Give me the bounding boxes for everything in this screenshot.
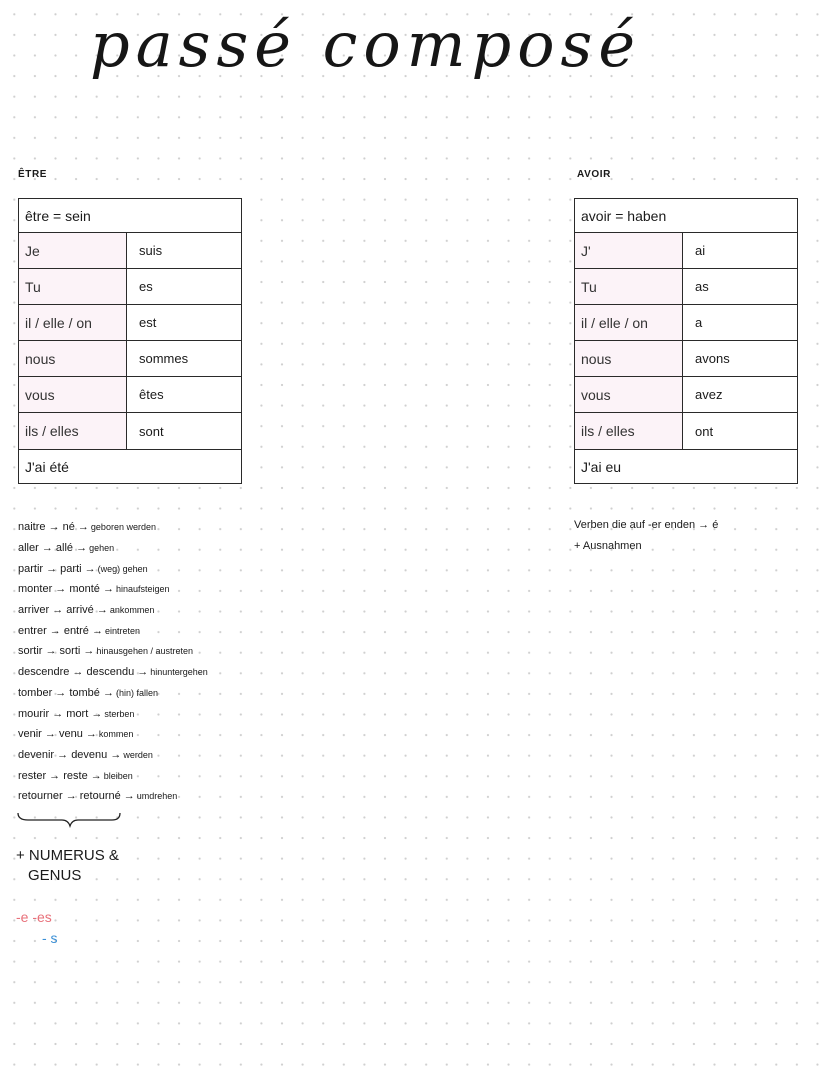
- list-item: [18, 683, 208, 704]
- form-cell: sommes: [139, 351, 189, 366]
- avoir-rule-line-2: + Ausnahmen: [574, 540, 642, 552]
- table-row: [19, 233, 241, 269]
- table-row: [19, 269, 241, 305]
- verb-translation: werden: [123, 749, 153, 760]
- pronoun-cell: vous: [19, 377, 127, 412]
- verb-translation: hinaufsteigen: [115, 584, 170, 595]
- table-row: [575, 269, 797, 305]
- verb-translation: geboren werden: [90, 522, 156, 533]
- pronoun-cell: ils / elles: [575, 413, 683, 449]
- form-cell: êtes: [139, 387, 164, 402]
- verb-translation: (hin) fallen: [115, 687, 159, 698]
- table-row: [575, 413, 797, 449]
- list-item: [18, 765, 208, 786]
- agreement-line-2: GENUS: [28, 867, 82, 884]
- feminine-endings: -e -es: [16, 909, 52, 925]
- table-row: [19, 305, 241, 341]
- etre-conjugation-table: [18, 198, 242, 484]
- list-item: [18, 558, 208, 579]
- verb-translation: kommen: [98, 729, 134, 740]
- avoir-rule-line-1: Verben die auf -er enden → é: [574, 519, 719, 531]
- verb-forms: descendre → descendu →: [18, 666, 149, 679]
- list-item: [18, 641, 208, 662]
- form-cell: as: [695, 279, 709, 294]
- form-cell: suis: [139, 243, 163, 258]
- list-item: [18, 620, 208, 641]
- list-item: [18, 703, 208, 724]
- verb-forms: aller → allé →: [18, 542, 88, 555]
- list-item: [18, 724, 208, 745]
- pronoun-cell: il / elle / on: [19, 305, 127, 340]
- avoir-table-body: [575, 233, 797, 449]
- pronoun-cell: Je: [19, 233, 127, 268]
- etre-verb-list: [18, 517, 208, 807]
- table-row: [575, 377, 797, 413]
- verb-forms: venir → venu →: [18, 728, 97, 741]
- pronoun-cell: J': [575, 233, 683, 268]
- agreement-line-1: + NUMERUS &: [16, 847, 119, 864]
- list-item: [18, 600, 208, 621]
- form-cell: avons: [695, 351, 730, 366]
- form-cell: a: [695, 315, 703, 330]
- verb-forms: monter → monté →: [18, 583, 114, 596]
- table-row: [19, 341, 241, 377]
- pronoun-cell: ils / elles: [19, 413, 127, 449]
- list-item: [18, 579, 208, 600]
- list-item: [18, 662, 208, 683]
- verb-translation: sterben: [104, 708, 135, 719]
- verb-forms: entrer → entré →: [18, 624, 103, 637]
- avoir-section-label: AVOIR: [577, 169, 611, 180]
- plural-ending: - s: [42, 930, 58, 946]
- pronoun-cell: vous: [575, 377, 683, 412]
- verb-forms: sortir → sorti →: [18, 645, 95, 658]
- verb-translation: bleiben: [103, 770, 133, 781]
- verb-forms: retourner → retourné →: [18, 790, 135, 803]
- pronoun-cell: nous: [575, 341, 683, 376]
- verb-forms: tomber → tombé →: [18, 686, 114, 699]
- list-item: [18, 786, 208, 807]
- pronoun-cell: nous: [19, 341, 127, 376]
- form-cell: avez: [695, 387, 723, 402]
- agreement-note: [16, 846, 119, 886]
- table-row: [19, 413, 241, 449]
- verb-forms: rester → reste →: [18, 769, 102, 782]
- verb-forms: devenir → devenu →: [18, 748, 122, 761]
- table-row: [575, 233, 797, 269]
- list-item: [18, 538, 208, 559]
- avoir-table-header: avoir = haben: [575, 199, 797, 233]
- form-cell: est: [139, 315, 157, 330]
- form-cell: es: [139, 279, 153, 294]
- verb-forms: partir → parti →: [18, 562, 96, 575]
- list-item: [18, 517, 208, 538]
- pronoun-cell: Tu: [575, 269, 683, 304]
- avoir-conjugation-table: [574, 198, 798, 484]
- pronoun-cell: il / elle / on: [575, 305, 683, 340]
- verb-translation: umdrehen: [136, 791, 178, 802]
- list-item: [18, 745, 208, 766]
- verb-forms: arriver → arrivé →: [18, 604, 108, 617]
- verb-translation: hinausgehen / austreten: [96, 646, 193, 657]
- verb-translation: (weg) gehen: [97, 563, 148, 574]
- etre-table-header: être = sein: [19, 199, 241, 233]
- etre-participle-footer: J'ai été: [19, 449, 241, 483]
- etre-section-label: ÊTRE: [18, 169, 48, 180]
- form-cell: ai: [695, 243, 706, 258]
- form-cell: sont: [139, 423, 164, 439]
- verb-translation: hinuntergehen: [150, 667, 208, 678]
- table-row: [19, 377, 241, 413]
- curly-brace-icon: [16, 810, 124, 828]
- verb-forms: naitre → né →: [18, 521, 89, 534]
- verb-forms: mourir → mort →: [18, 707, 103, 720]
- verb-translation: ankommen: [109, 605, 155, 616]
- table-row: [575, 341, 797, 377]
- page-title: passé composé: [90, 8, 642, 81]
- form-cell: ont: [695, 423, 714, 439]
- table-row: [575, 305, 797, 341]
- verb-translation: eintreten: [104, 625, 141, 636]
- avoir-participle-footer: J'ai eu: [575, 449, 797, 483]
- pronoun-cell: Tu: [19, 269, 127, 304]
- verb-translation: gehen: [89, 543, 115, 554]
- etre-table-body: [19, 233, 241, 449]
